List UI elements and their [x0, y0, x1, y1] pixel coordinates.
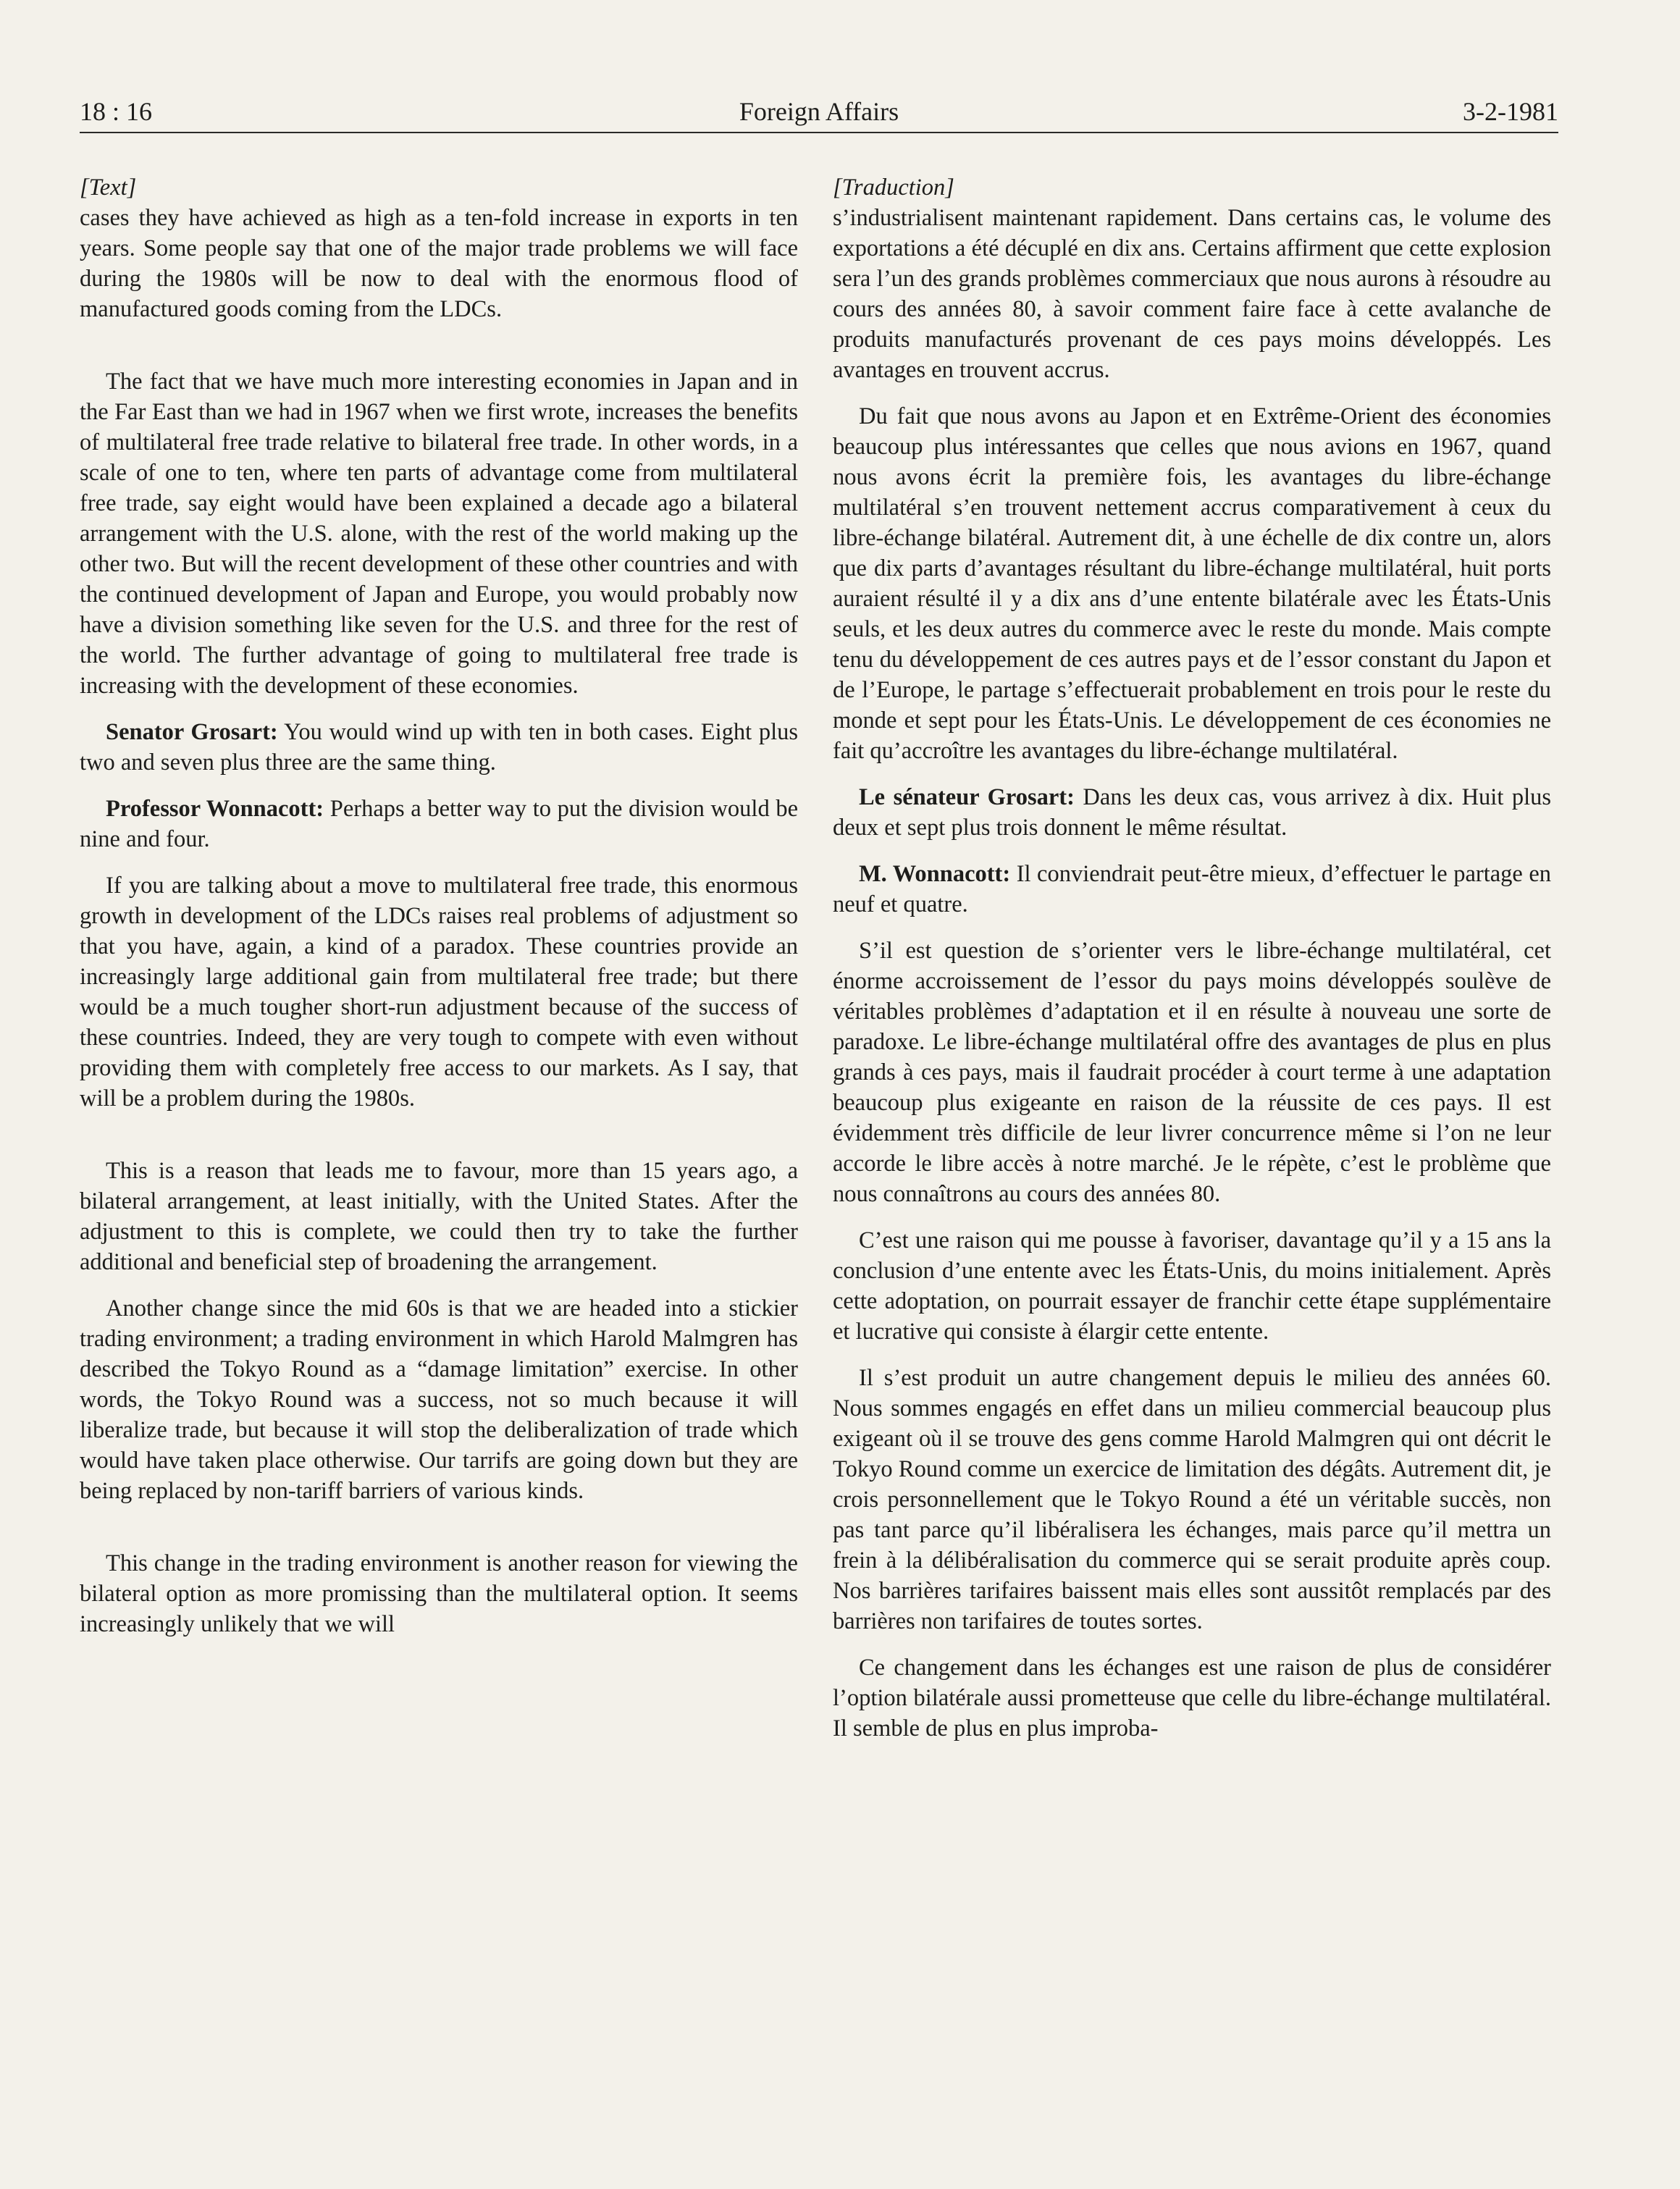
english-paragraph: Another change since the mid 60s is that we are headed into a stickier trading environment; a trading environment in which Harold Malmgren has described the Tokyo Round as a “damage limitation” exercise. In other words, the Tokyo Round was a success, not so much because it will liberalize trade, but because it will stop the deliberalization of trade which would have taken place otherwise. Our tarrifs are going down but they are being replaced by non-tariff barriers of various kinds. — [80, 1295, 798, 1504]
page-header — [80, 94, 1558, 133]
english-column — [80, 172, 798, 1655]
header-page-ref: 18 : 16 — [80, 97, 153, 126]
english-paragraph: cases they have achieved as high as a ten-fold increase in exports in ten years. Some people say that one of the major trade problems we will face during the 1980s will be now to deal with the enormous flood of manufactured goods coming from the LDCs. — [80, 205, 798, 322]
french-paragraph: Ce changement dans les échanges est une raison de plus de considérer l’option bilatérale aussi prometteuse que celle du libre-échange multilatéral. Il semble de plus en plus improba- — [833, 1655, 1551, 1741]
header-date: 3-2-1981 — [1463, 97, 1558, 126]
speaker-name: Professor Wonnacott: — [106, 796, 324, 822]
french-paragraph: Il s’est produit un autre changement depuis le milieu des années 60. Nous sommes engagés en effet dans un milieu commercial beaucoup plus exigeant où il se trouve des gens comme Harold Malmgren qui ont décrit le Tokyo Round comme un exercice de limitation des dégâts. Autrement dit, je crois personnellement que le Tokyo Round a été un véritable succès, non pas tant parce qu’il libéralisera les échanges, mais parce qu’il mettra un frein à la délibéralisation du commerce qui se serait produite après coup. Nos barrières tarifaires baissent mais elles sont aussitôt remplacés par des barrières non tarifaires de toutes sortes. — [833, 1365, 1551, 1634]
french-paragraph: Du fait que nous avons au Japon et en Extrême-Orient des économies beaucoup plus intéressantes que celles que nous avions en 1967, quand nous avons écrit la première fois, les avantages du libre-échange multilatéral s’en trouvent nettement accrus comparativement à ceux du libre-échange bilatéral. Autrement dit, à une échelle de dix contre un, alors que dix parts d’avantages résultant du libre-échange multilatéral, huit ports auraient résulté il y a dix ans d’une entente bilatérale avec les États-Unis seuls, et les deux autres du commerce avec le reste du monde. Mais compte tenu du développement de ces autres pays et de l’essor constant du Japon et de l’Europe, le partage s’effectuerait probablement en trois pour le reste du monde et sept pour les États-Unis. Le développement de ces économies ne fait qu’accroître les avantages du libre-échange multilatéral. — [833, 403, 1551, 764]
french-paragraph: s’industrialisent maintenant rapidement. Dans certains cas, le volume des exportations a été décuplé en dix ans. Certains affirment que cette explosion sera l’un des grands problèmes commerciaux que nous aurons à résoudre au cours des années 80, à savoir comment faire face à cette avalanche de produits manufacturés provenant de ces pays moins développés. Les avantages en trouvent accrus. — [833, 205, 1551, 383]
french-paragraph: S’il est question de s’orienter vers le libre-échange multilatéral, cet énorme accroissement de l’essor du pays moins développés soulève de véritables problèmes d’adaptation et il en résulte à nouveau une sorte de paradoxe. Le libre-échange multilatéral offre des avantages de plus en plus grands à ces pays, mais il faudrait procéder à court terme à une adaptation beaucoup plus exigeante en raison de la réussite de ces pays. Il est évidemment très difficile de leur livrer concurrence même si l’on ne leur accorde le libre accès à notre marché. Je le répète, c’est le problème que nous connaîtrons au cours des années 80. — [833, 938, 1551, 1207]
english-paragraph: The fact that we have much more interesting economies in Japan and in the Far East than we had in 1967 when we first wrote, increases the benefits of multilateral free trade relative to bilateral free trade. In other words, in a scale of one to ten, where ten parts of advantage come from multilateral free trade, say eight would have been explained a decade ago a bilateral arrangement with the U.S. alone, with the rest of the world making up the other two. But will the recent development of these other countries and with the continued development of Japan and Europe, you would probably now have a division something like seven for the U.S. and three for the rest of the world. The further advantage of going to multilateral free trade is increasing with the development of these economies. — [80, 369, 798, 699]
english-paragraph: If you are talking about a move to multilateral free trade, this enormous growth in development of the LDCs raises real problems of adjustment so that you have, again, a kind of a paradox. These countries provide an increasingly large additional gain from multilateral free trade; but there would be a much tougher short-run adjustment because of the success of these countries. Indeed, they are very tough to compete with even without providing them with completely free access to our markets. As I say, that will be a problem during the 1980s. — [80, 873, 798, 1112]
english-paragraph: This is a reason that leads me to favour, more than 15 years ago, a bilateral arrangement, at least initially, with the United States. After the adjustment to this is complete, we could then try to take the further additional and beneficial step of broadening the arrangement. — [80, 1158, 798, 1275]
english-speaker-paragraph: Senator Grosart: You would wind up with ten in both cases. Eight plus two and seven plus three are the same thing. — [80, 719, 798, 776]
english-speaker-paragraph: Professor Wonnacott: Perhaps a better way to put the division would be nine and four. — [80, 796, 799, 852]
french-speaker-paragraph: M. Wonnacott: Il conviendrait peut-être mieux, d’effectuer le partage en neuf et quatre. — [833, 861, 1551, 917]
french-column — [833, 172, 1551, 1760]
speaker-name: Senator Grosart: — [106, 719, 278, 745]
english-column-label: [Text] — [80, 175, 137, 201]
speaker-name: M. Wonnacott: — [859, 861, 1011, 887]
french-column-label: [Traduction] — [833, 175, 954, 201]
french-speaker-paragraph: Le sénateur Grosart: Dans les deux cas, vous arrivez à dix. Huit plus deux et sept plus trois donnent le même résultat. — [833, 784, 1552, 841]
speaker-name: Le sénateur Grosart: — [859, 784, 1075, 810]
header-title: Foreign Affairs — [739, 97, 899, 126]
french-paragraph: C’est une raison qui me pousse à favoriser, davantage qu’il y a 15 ans la conclusion d’une entente avec les États-Unis, du moins initialement. Après cette adoptation, on pourrait essayer de franchir cette étape supplémentaire et lucrative qui consiste à élargir cette entente. — [833, 1227, 1551, 1345]
english-paragraph: This change in the trading environment is another reason for viewing the bilateral option as more promissing than the multilateral option. It seems increasingly unlikely that we will — [80, 1550, 798, 1637]
